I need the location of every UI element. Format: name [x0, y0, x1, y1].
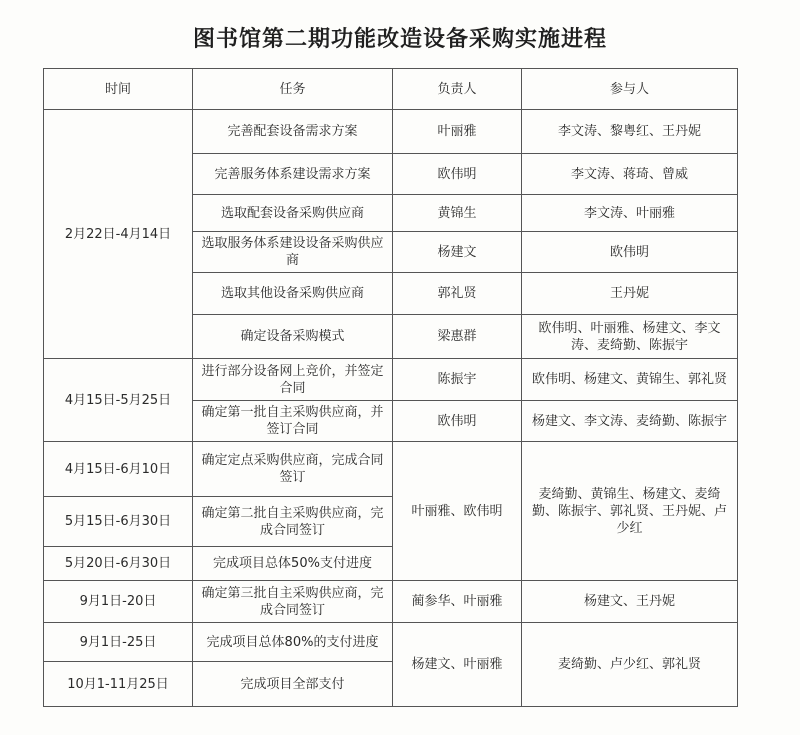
owner-cell: 杨建文: [393, 232, 522, 273]
table-row: [44, 359, 738, 401]
table-row: [44, 623, 738, 662]
participants-cell: 麦绮勤、卢少红、郭礼贤: [522, 623, 738, 707]
header-owner: 负责人: [393, 69, 522, 110]
header-task: 任务: [193, 69, 393, 110]
time-cell: 10月1-11月25日: [44, 662, 193, 707]
task-cell: 完善配套设备需求方案: [193, 110, 393, 154]
document-title: 图书馆第二期功能改造设备采购实施进程: [192, 27, 607, 52]
owner-cell: 郭礼贤: [393, 273, 522, 315]
task-cell: 确定设备采购模式: [193, 315, 393, 359]
task-cell: 确定定点采购供应商，完成合同签订: [193, 442, 393, 497]
time-cell: 5月15日-6月30日: [44, 497, 193, 547]
participants-cell: 麦绮勤、黄锦生、杨建文、麦绮勤、陈振宇、郭礼贤、王丹妮、卢少红: [522, 442, 738, 581]
owner-cell: 黄锦生: [393, 195, 522, 232]
owner-cell: 欧伟明: [393, 401, 522, 442]
task-cell: 确定第一批自主采购供应商，并签订合同: [193, 401, 393, 442]
owner-cell: 杨建文、叶丽雅: [393, 623, 522, 707]
participants-cell: 李文涛、黎粤红、王丹妮: [522, 110, 738, 154]
participants-cell: 杨建文、王丹妮: [522, 581, 738, 623]
participants-cell: 杨建文、李文涛、麦绮勤、陈振宇: [522, 401, 738, 442]
task-cell: 完成项目总体80%的支付进度: [193, 623, 393, 662]
table-row: [44, 581, 738, 623]
participants-cell: 欧伟明、杨建文、黄锦生、郭礼贤: [522, 359, 738, 401]
header-participants: 参与人: [522, 69, 738, 110]
time-cell: 9月1日-25日: [44, 623, 193, 662]
task-cell: 完成项目全部支付: [193, 662, 393, 707]
time-cell: 4月15日-6月10日: [44, 442, 193, 497]
time-cell: 5月20日-6月30日: [44, 547, 193, 581]
table-row: [44, 110, 738, 154]
header-row: [44, 69, 738, 110]
owner-cell: 陈振宇: [393, 359, 522, 401]
schedule-table: [43, 68, 738, 707]
task-cell: 完善服务体系建设需求方案: [193, 154, 393, 195]
participants-cell: 李文涛、蒋琦、曾威: [522, 154, 738, 195]
task-cell: 完成项目总体50%支付进度: [193, 547, 393, 581]
participants-cell: 王丹妮: [522, 273, 738, 315]
task-cell: 选取服务体系建设设备采购供应商: [193, 232, 393, 273]
owner-cell: 叶丽雅、欧伟明: [393, 442, 522, 581]
participants-cell: 欧伟明: [522, 232, 738, 273]
participants-cell: 欧伟明、叶丽雅、杨建文、李文涛、麦绮勤、陈振宇: [522, 315, 738, 359]
participants-cell: 李文涛、叶丽雅: [522, 195, 738, 232]
task-cell: 确定第三批自主采购供应商，完成合同签订: [193, 581, 393, 623]
table-row: [44, 442, 738, 497]
owner-cell: 梁惠群: [393, 315, 522, 359]
owner-cell: 蔺参华、叶丽雅: [393, 581, 522, 623]
owner-cell: 叶丽雅: [393, 110, 522, 154]
task-cell: 确定第二批自主采购供应商，完成合同签订: [193, 497, 393, 547]
task-cell: 选取配套设备采购供应商: [193, 195, 393, 232]
task-cell: 选取其他设备采购供应商: [193, 273, 393, 315]
owner-cell: 欧伟明: [393, 154, 522, 195]
time-cell: 4月15日-5月25日: [44, 359, 193, 442]
time-cell: 9月1日-20日: [44, 581, 193, 623]
time-cell: 2月22日-4月14日: [44, 110, 193, 359]
header-time: 时间: [44, 69, 193, 110]
task-cell: 进行部分设备网上竞价，并签定合同: [193, 359, 393, 401]
